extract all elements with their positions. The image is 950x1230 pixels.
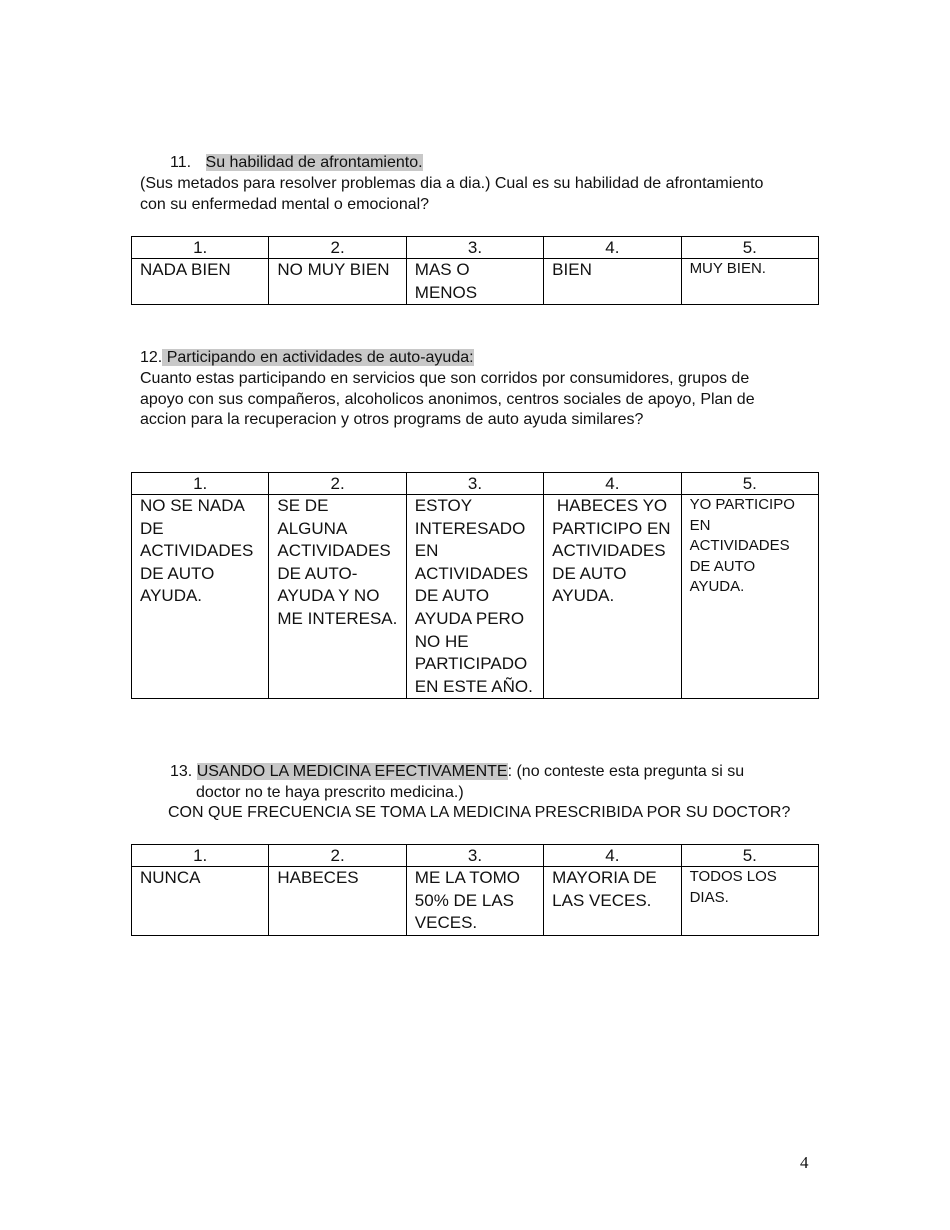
q11-desc-line2: con su enfermedad mental o emocional? (140, 195, 430, 213)
q11-header-1: 1. (132, 237, 269, 259)
q12-desc-line1: Cuanto estas participando en servicios que son corridos por consumidores, grupos de (140, 370, 750, 387)
q13-option-5[interactable]: TODOS LOS DIAS. (681, 867, 818, 936)
q13-header-5: 5. (681, 845, 818, 867)
q12-header-4: 4. (544, 473, 681, 495)
q11-option-5[interactable]: MUY BIEN. (681, 259, 818, 305)
q12-description (140, 369, 755, 431)
q13-header-row (132, 845, 819, 867)
q11-header-3: 3. (406, 237, 543, 259)
q11-option-3[interactable]: MAS O MENOS (406, 259, 543, 305)
q12-option-4[interactable]: HABECES YO PARTICIPO EN ACTIVIDADES DE AUTO AYUDA. (544, 495, 681, 699)
q12-desc-line2: apoyo con sus compañeros, alcoholicos anonimos, centros sociales de apoyo, Plan de (140, 390, 755, 408)
q13-question: CON QUE FRECUENCIA SE TOMA LA MEDICINA PRESCRIBIDA POR SU DOCTOR? (168, 804, 791, 821)
q13-option-2[interactable]: HABECES (269, 867, 406, 936)
q11-header-5: 5. (681, 237, 818, 259)
q13-header-2: 2. (269, 845, 406, 867)
q11-option-1[interactable]: NADA BIEN (132, 259, 269, 305)
q11-description (140, 174, 763, 215)
q13-title-suffix: : (no conteste esta pregunta si su (507, 763, 745, 780)
q12-option-3[interactable]: ESTOY INTERESADO EN ACTIVIDADES DE AUTO AYUDA PERO NO HE PARTICIPADO EN ESTE AÑO. (406, 495, 543, 699)
q11-desc-line1: (Sus metados para resolver problemas dia a dia.) Cual es su habilidad de afrontamiento (140, 175, 764, 192)
q12-option-5[interactable]: YO PARTICIPO EN ACTIVIDADES DE AUTO AYUDA. (681, 495, 818, 699)
q13-title: USANDO LA MEDICINA EFECTIVAMENTE (196, 763, 508, 780)
q12-option-2[interactable]: SE DE ALGUNA ACTIVIDADES DE AUTO-AYUDA Y NO ME INTERESA. (269, 495, 406, 699)
q11-header-2: 2. (269, 237, 406, 259)
q11-option-2[interactable]: NO MUY BIEN (269, 259, 406, 305)
q11-header-row (132, 237, 819, 259)
q13-scale-table (131, 844, 819, 936)
q11-heading (170, 153, 423, 174)
q13-option-4[interactable]: MAYORIA DE LAS VECES. (544, 867, 681, 936)
q12-option-row (132, 495, 819, 699)
q11-option-4[interactable]: BIEN (544, 259, 681, 305)
q12-heading (140, 348, 474, 369)
q13-header-4: 4. (544, 845, 681, 867)
q12-header-3: 3. (406, 473, 543, 495)
q13-header-1: 1. (132, 845, 269, 867)
page-number: 4 (800, 1153, 809, 1172)
q13-number: 13. (170, 763, 193, 780)
q12-title: Participando en actividades de auto-ayuda: (162, 349, 474, 366)
q11-option-row (132, 259, 819, 305)
q13-option-1[interactable]: NUNCA (132, 867, 269, 936)
q12-desc-line3: accion para la recuperacion y otros programs de auto ayuda similares? (140, 411, 644, 428)
q13-option-row (132, 867, 819, 936)
q12-number: 12. (140, 349, 163, 366)
q12-option-1[interactable]: NO SE NADA DE ACTIVIDADES DE AUTO AYUDA. (132, 495, 269, 699)
q13-header-3: 3. (406, 845, 543, 867)
q12-scale-table (131, 472, 819, 699)
q13-desc-line2: doctor no te haya prescrito medicina.) (196, 784, 464, 801)
q12-header-1: 1. (132, 473, 269, 495)
q11-scale-table (131, 236, 819, 305)
q12-header-5: 5. (681, 473, 818, 495)
q12-header-row (132, 473, 819, 495)
q11-title: Su habilidad de afrontamiento. (205, 154, 423, 171)
q13-option-3[interactable]: ME LA TOMO 50% DE LAS VECES. (406, 867, 543, 936)
q13-heading (170, 762, 810, 783)
q11-number: 11. (170, 154, 192, 171)
q12-header-2: 2. (269, 473, 406, 495)
q11-header-4: 4. (544, 237, 681, 259)
